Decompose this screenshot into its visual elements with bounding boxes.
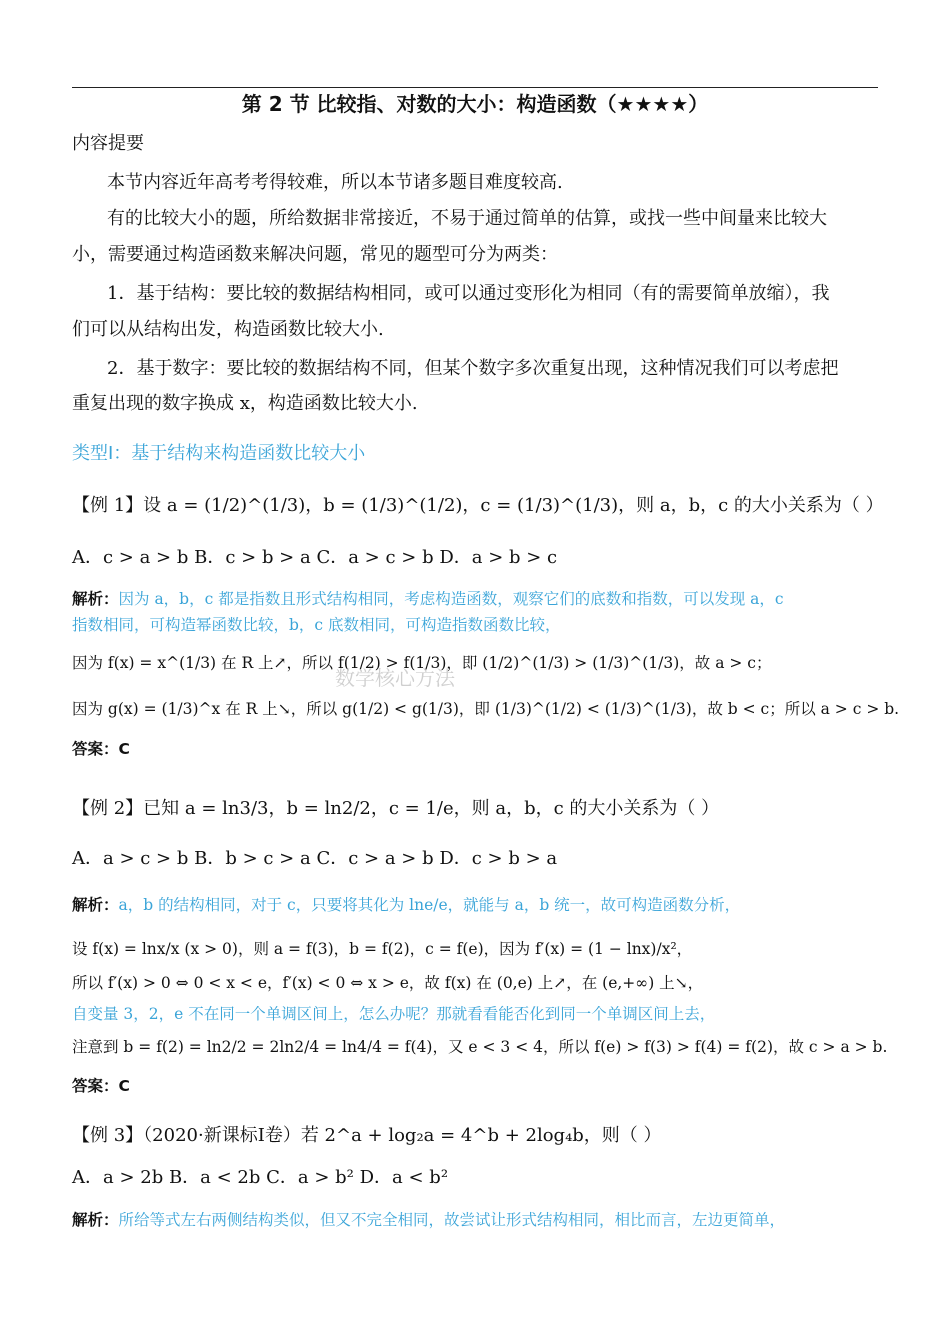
example-1-analysis-2: 指数相同，可构造幂函数比较，b，c 底数相同，可构造指数函数比较， — [72, 616, 561, 634]
intro-paragraph-2b: 小，需要通过构造函数来解决问题，常见的题型可分为两类： — [72, 244, 558, 265]
analysis-text: 所给等式左右两侧结构类似，但又不完全相同，故尝试让形式结构相同，相比而言，左边更简单， — [118, 1211, 786, 1229]
example-1-step-2: 因为 g(x) = (1/3)^x 在 R 上↘，所以 g(1/2) < g(1/3)，即 (1/3)^(1/2) < (1/3)^(1/3)，故 b < c；所以 a > c > b. — [72, 700, 900, 718]
example-1-answer: 答案：C — [72, 740, 130, 758]
example-1-question: 【例 1】设 a = (1/2)^(1/3)，b = (1/3)^(1/2)，c = (1/3)^(1/3)，则 a，b，c 的大小关系为（ ） — [72, 495, 884, 516]
example-1-analysis — [72, 588, 784, 610]
intro-paragraph-4b: 重复出现的数字换成 x，构造函数比较大小. — [72, 393, 418, 414]
intro-paragraph-4a: 2．基于数字：要比较的数据结构不同，但某个数字多次重复出现，这种情况我们可以考虑把 — [107, 358, 839, 379]
analysis-label: 解析： — [72, 590, 119, 608]
example-2-question: 【例 2】已知 a = ln3/3，b = ln2/2，c = 1/e，则 a，b，c 的大小关系为（ ） — [72, 798, 720, 819]
header-rule — [72, 87, 878, 88]
analysis-label: 解析： — [72, 896, 119, 914]
summary-heading: 内容提要 — [72, 133, 144, 154]
example-2-step-3: 自变量 3，2，e 不在同一个单调区间上，怎么办呢？那就看看能否化到同一个单调区间上去， — [72, 1005, 716, 1023]
example-1-choices: A．c > a > b B．c > b > a C．a > c > b D．a > b > c — [72, 547, 558, 568]
example-2-step-2: 所以 f′(x) > 0 ⇔ 0 < x < e，f′(x) < 0 ⇔ x > e，故 f(x) 在 (0,e) 上↗，在 (e,+∞) 上↘， — [72, 974, 704, 992]
example-3-choices: A．a > 2b B．a < 2b C．a > b² D．a < b² — [72, 1167, 449, 1188]
example-2-choices: A．a > c > b B．b > c > a C．c > a > b D．c > b > a — [72, 848, 558, 869]
intro-paragraph-3a: 1．基于结构：要比较的数据结构相同，或可以通过变形化为相同（有的需要简单放缩），我 — [107, 283, 830, 304]
intro-paragraph-3b: 们可以从结构出发，构造函数比较大小. — [72, 319, 384, 340]
example-2-answer: 答案：C — [72, 1077, 130, 1095]
example-1-step-1: 因为 f(x) = x^(1/3) 在 R 上↗，所以 f(1/2) > f(1/3)，即 (1/2)^(1/3) > (1/3)^(1/3)，故 a > c； — [72, 654, 772, 672]
example-2-analysis — [72, 894, 740, 916]
example-3-question: 【例 3】（2020·新课标Ⅰ卷）若 2^a + log₂a = 4^b + 2log₄b，则（ ） — [72, 1125, 662, 1146]
example-2-step-1: 设 f(x) = lnx/x (x > 0)，则 a = f(3)，b = f(2)，c = f(e)，因为 f′(x) = (1 − lnx)/x²， — [72, 940, 693, 958]
example-3-analysis — [72, 1209, 785, 1231]
intro-paragraph-2a: 有的比较大小的题，所给数据非常接近，不易于通过简单的估算，或找一些中间量来比较大 — [107, 208, 827, 229]
type-1-heading: 类型Ⅰ：基于结构来构造函数比较大小 — [72, 443, 366, 464]
intro-paragraph-1: 本节内容近年高考考得较难，所以本节诸多题目难度较高. — [107, 172, 563, 193]
analysis-text: a，b 的结构相同，对于 c，只要将其化为 lne/e，就能与 a，b 统一，故可构造函数分析， — [118, 896, 741, 914]
watermark: 数学核心方法 — [335, 666, 455, 690]
example-2-step-4: 注意到 b = f(2) = ln2/2 = 2ln2/4 = ln4/4 = f(4)，又 e < 3 < 4，所以 f(e) > f(3) > f(4) = f(2)，故 c > a > b. — [72, 1038, 888, 1056]
analysis-text: 因为 a，b，c 都是指数且形式结构相同，考虑构造函数，观察它们的底数和指数，可以发现 a，c — [118, 590, 784, 608]
analysis-label: 解析： — [72, 1211, 119, 1229]
section-title: 第 2 节 比较指、对数的大小：构造函数（★★★★） — [241, 92, 709, 116]
